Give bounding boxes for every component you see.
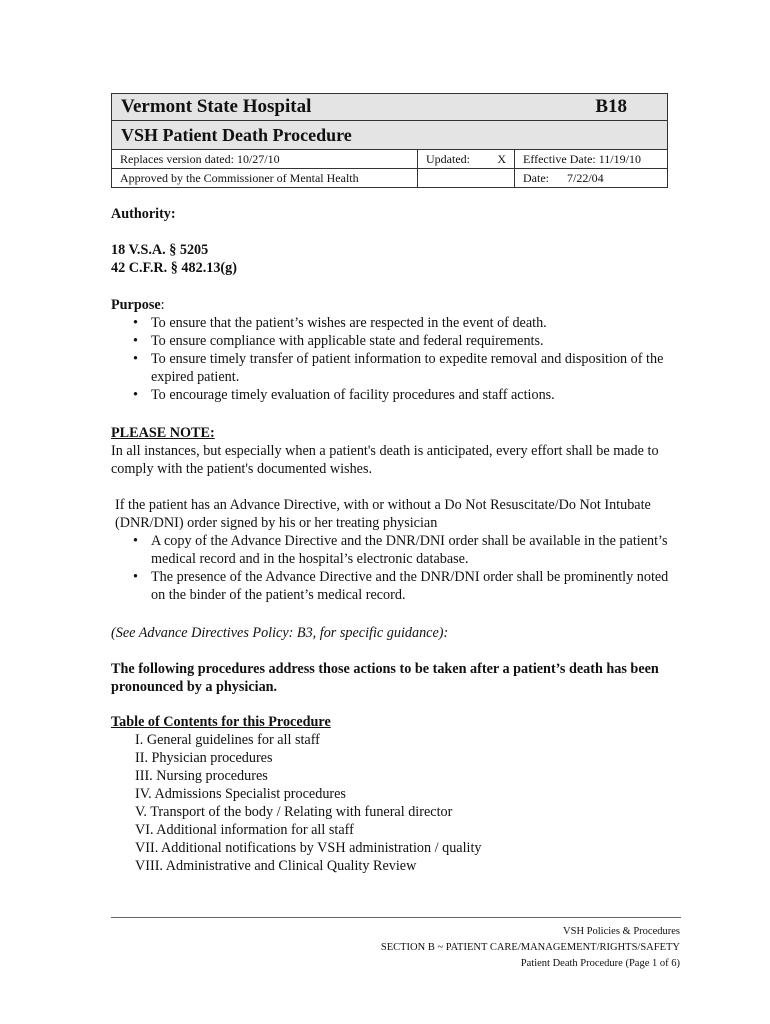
footer-line-3: Patient Death Procedure (Page 1 of 6) (520, 958, 680, 969)
directive-item: • A copy of the Advance Directive and the DNR/DNI order shall be available in the patient’s medical record and in the hospital’s electronic database. (111, 532, 671, 568)
purpose-item: • To ensure compliance with applicable state and federal requirements. (111, 332, 671, 350)
footer-divider (111, 917, 681, 918)
header-title-row (112, 94, 667, 121)
toc-section (111, 713, 671, 875)
purpose-heading-line (111, 296, 671, 314)
toc-item: II. Physician procedures (135, 750, 273, 766)
purpose-heading: Purpose (111, 297, 161, 313)
note-heading: PLEASE NOTE: (111, 425, 215, 441)
updated-label: Updated: (426, 151, 470, 166)
footer-line-1: VSH Policies & Procedures (563, 926, 680, 937)
toc-item: V. Transport of the body / Relating with funeral director (135, 804, 453, 820)
toc-item: VIII. Administrative and Clinical Quality Review (135, 858, 417, 874)
toc-item: VII. Additional notifications by VSH administration / quality (135, 840, 482, 856)
toc-heading: Table of Contents for this Procedure (111, 714, 331, 730)
policy-header (111, 93, 668, 188)
policy-code: B18 (595, 96, 627, 117)
toc-item: IV. Admissions Specialist procedures (135, 786, 346, 802)
page-footer (381, 924, 680, 972)
updated-mark: X (497, 151, 506, 166)
authority-heading: Authority: (111, 206, 176, 222)
replaces-version: Replaces version dated: 10/27/10 (112, 150, 418, 169)
footer-line-2: SECTION B ~ PATIENT CARE/MANAGEMENT/RIGHTS/SAFETY (380, 942, 680, 953)
approved-by: Approved by the Commissioner of Mental Health (112, 169, 418, 187)
date-label: Date: (523, 170, 549, 185)
directive-section (111, 496, 671, 604)
header-procedure-row (112, 121, 667, 150)
date-value: 7/22/04 (567, 170, 604, 185)
toc-item: VI. Additional information for all staff (135, 822, 354, 838)
purpose-item: • To ensure timely transfer of patient information to expedite removal and disposition of the expired patient. (111, 350, 671, 386)
purpose-item: • To encourage timely evaluation of facility procedures and staff actions. (111, 386, 671, 404)
effective-date: Effective Date: 11/19/10 (515, 150, 667, 169)
note-text: In all instances, but especially when a patient's death is anticipated, every effort shall be made to comply with the patient's documented wishes. (111, 443, 659, 477)
toc-item: I. General guidelines for all staff (135, 732, 320, 748)
note-section (111, 424, 671, 478)
directive-intro: If the patient has an Advance Directive, with or without a Do Not Resuscitate/Do Not Intubate (DNR/DNI) order signed by his or her treating physician (115, 497, 651, 531)
updated-cell (418, 150, 515, 169)
procedures-statement: The following procedures address those actions to be taken after a patient’s death has been pronounced by a physician. (111, 661, 659, 695)
purpose-item: • To ensure that the patient’s wishes are respected in the event of death. (111, 314, 671, 332)
header-meta-grid (112, 150, 667, 187)
authority-ref-2: 42 C.F.R. § 482.13(g) (111, 260, 237, 276)
purpose-list (111, 314, 671, 404)
toc-item: III. Nursing procedures (135, 768, 268, 784)
procedure-title: VSH Patient Death Procedure (121, 124, 352, 145)
date-cell (515, 169, 667, 187)
purpose-section (111, 296, 671, 404)
authority-ref-1: 18 V.S.A. § 5205 (111, 242, 209, 258)
toc-list (111, 731, 671, 875)
directive-list (111, 532, 671, 604)
organization-name: Vermont State Hospital (121, 96, 312, 117)
directive-item: • The presence of the Advance Directive and the DNR/DNI order shall be prominently noted on the binder of the patient’s medical record. (111, 568, 671, 604)
see-also-reference: (See Advance Directives Policy: B3, for specific guidance): (111, 625, 449, 641)
empty-cell (418, 169, 515, 187)
purpose-colon: : (160, 297, 165, 313)
